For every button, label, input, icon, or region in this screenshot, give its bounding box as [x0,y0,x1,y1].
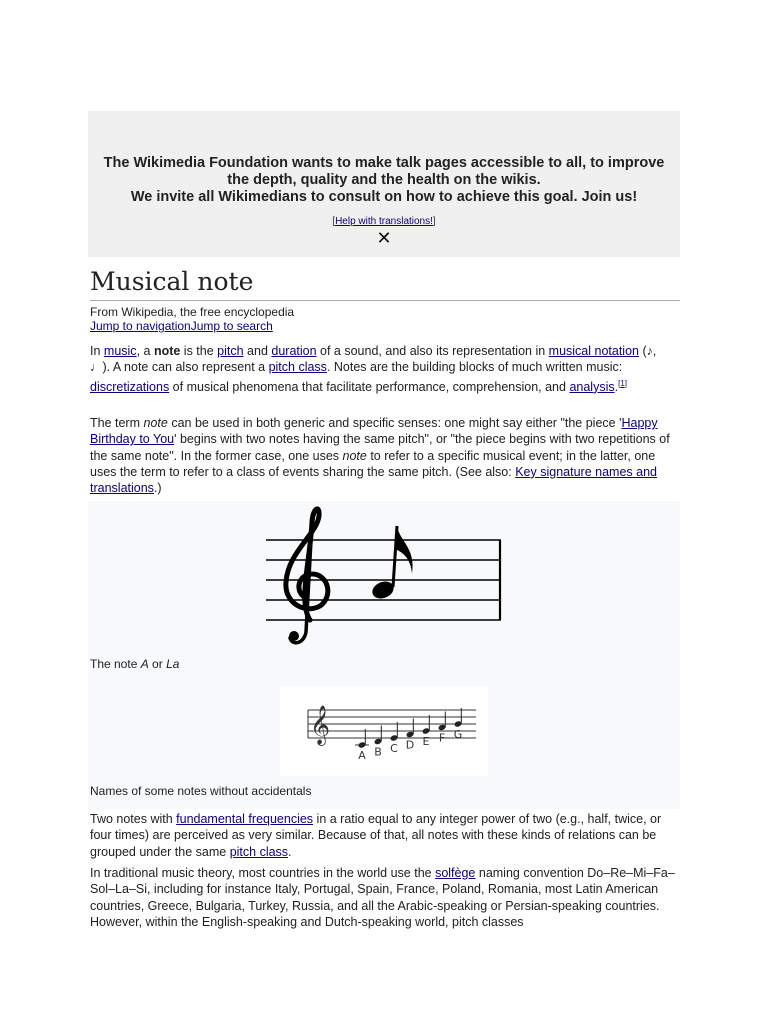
note-letter-label: D [405,738,415,752]
note-names-staff-image[interactable] [280,686,488,776]
text: of musical phenomena that facilitate performance, comprehension, and [169,379,570,394]
link-discretizations[interactable]: discretizations [90,379,170,394]
text: in a ratio equal to any integer power of two (e.g., half, twice, or four times) are perceived as very similar. Because of that, all notes with these kinds of relations can be grouped under the same [90,812,662,859]
close-icon[interactable]: ✕ [376,228,392,248]
text: . Notes are the building blocks of much written music: [326,360,623,375]
link-key-signature-names[interactable]: Key signature names and translations [90,464,657,496]
text: to refer to a specific musical event; in the latter, one uses the term to refer to a class of events sharing the same pitch. (See also: [90,448,656,479]
text: . [614,379,619,394]
banner-help [88,216,680,227]
text: naming convention Do–Re–Mi–Fa–Sol–La–Si, including for instance Italy, Portugal, Spain, France, Poland, Romania, most Latin American countries, Greece, Bulgaria, Turkey, Russia, and all the Arabic-speaking or Persian-speaking countries. However, within the English-speaking and Dutch-speaking world, pitch classes [90,866,675,929]
italic-note: note [342,448,367,463]
note-letter-label: B [374,745,382,759]
text: .) [153,481,162,496]
figure-caption-note-a [90,657,179,671]
site-tagline: From Wikipedia, the free encyclopedia [90,305,295,319]
jump-to-search-link[interactable]: Jump to search [190,319,273,333]
banner-line-1: The Wikimedia Foundation wants to make talk pages accessible to all, to improve the depth, quality and the health on the wikis. [103,155,665,188]
note-letter-label: E [422,735,430,748]
link-analysis[interactable]: analysis [569,379,615,394]
help-bracket-close: ] [432,216,436,227]
jump-links [90,319,273,333]
note-letter-label: C [390,742,398,755]
text: ' begins with two notes having the same pitch", or "the piece begins with two repetitions of the same note". In the former case, one uses [90,432,670,463]
note-letter-label: A [358,749,366,762]
help-translations-link[interactable]: Help with translations! [335,216,433,227]
link-music[interactable]: music [103,344,137,358]
paragraph-intro [90,343,675,395]
jump-to-navigation-link[interactable]: Jump to navigation [90,319,191,333]
link-musical-notation[interactable]: musical notation [548,344,639,358]
text: In traditional music theory, most countries in the world use the [90,866,436,880]
text: of a sound, and also its representation in [316,344,549,358]
paragraph-solfege [90,865,675,930]
bold-note: note [153,344,181,358]
text: The term [90,416,144,430]
text: In [90,344,104,358]
link-happy-birthday[interactable]: Happy Birthday to You [90,416,658,447]
note-group [355,708,462,762]
banner-message [98,155,670,206]
text: (♪, ♩). A note can also represent a [90,344,657,375]
italic-note: note [143,416,168,430]
banner-line-2: We invite all Wikimedians to consult on how to achieve this goal. Join us! [130,189,638,205]
italic-a: A [140,657,149,671]
link-pitch-class[interactable]: pitch class [268,360,327,375]
paragraph-frequencies [90,811,675,860]
reference-1[interactable]: [1] [618,378,627,388]
text: is the [180,344,218,358]
page-title: Musical note [90,266,680,301]
note-a-staff-image[interactable] [266,502,502,652]
link-solfege[interactable]: solfège [435,866,476,880]
paragraph-term [90,415,675,496]
text: or [148,657,167,671]
eighth-note-icon [370,526,413,602]
help-bracket-open: [ [332,216,336,227]
italic-la: La [166,657,180,671]
text: . [288,844,292,859]
treble-clef-icon [286,509,328,643]
text: The note [90,657,141,671]
figure-caption-note-names: Names of some notes without accidentals [90,784,312,798]
consultation-banner [88,111,680,257]
link-fundamental-frequencies[interactable]: fundamental frequencies [176,812,314,826]
link-duration[interactable]: duration [271,344,317,358]
text: can be used in both generic and specific senses: one might say either "the piece ' [167,416,622,430]
text: Two notes with [90,812,177,826]
note-letter-label: F [438,731,446,745]
text: , a [136,344,154,358]
link-pitch-class-2[interactable]: pitch class [229,844,289,859]
text: and [243,344,272,358]
small-treble-clef-icon: 𝄞 [310,705,331,745]
link-pitch[interactable]: pitch [217,344,244,358]
note-letter-label: G [453,728,463,741]
